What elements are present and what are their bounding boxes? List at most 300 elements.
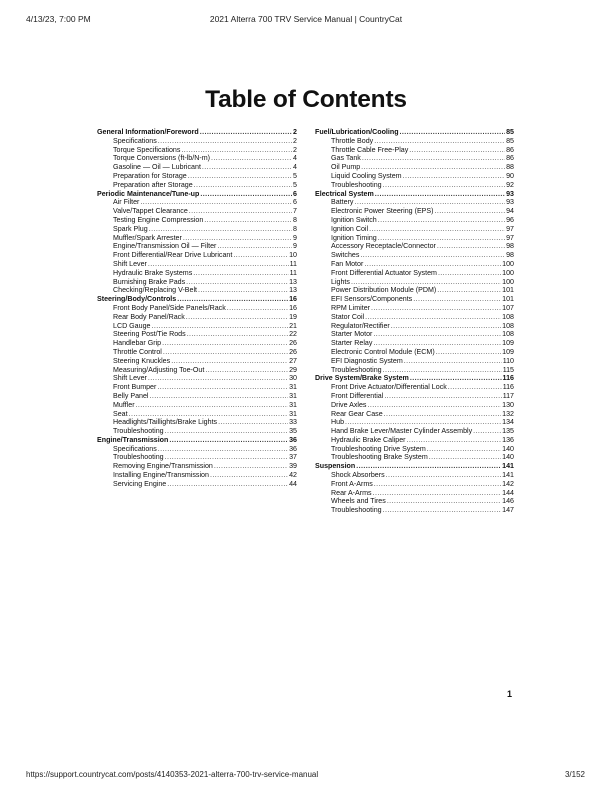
toc-entry-page: 10 [289,251,297,260]
toc-entry-title: Throttle Control [113,347,162,356]
toc-entry[interactable] [315,427,514,436]
toc-entry-page: 86 [506,145,514,154]
toc-entry-title: Stator Coil [331,312,365,321]
toc-entry-title: Lights [331,277,350,286]
toc-entry-page: 93 [506,189,514,198]
toc-entry-page: 2 [293,128,297,136]
toc-leader-dots [163,348,288,357]
toc-section-entry[interactable] [315,374,514,383]
toc-leader-dots [364,260,501,269]
toc-section-entry[interactable] [97,295,297,304]
toc-leader-dots [217,242,292,251]
toc-entry[interactable] [97,374,297,383]
toc-leader-dots [188,172,292,181]
toc-entry-page: 11 [289,268,297,277]
toc-entry[interactable] [97,357,297,366]
toc-leader-dots [193,269,288,278]
toc-leader-dots [198,286,288,295]
toc-entry-title: Gasoline — Oil — Lubricant [113,163,201,172]
toc-entry-page: 9 [293,233,297,242]
toc-leader-dots [210,471,288,480]
toc-leader-dots [189,207,292,216]
toc-entry[interactable] [97,471,297,480]
toc-entry-title: Torque Conversions (ft-lb/N-m) [113,154,210,163]
toc-leader-dots [360,251,505,260]
toc-entry-page: 92 [506,180,514,189]
toc-entry[interactable] [97,146,297,155]
toc-entry-title: Valve/Tappet Clearance [113,207,188,216]
toc-entry-page: 109 [502,339,514,348]
toc-entry-page: 13 [289,277,297,286]
toc-entry[interactable] [97,480,297,489]
toc-leader-dots [214,462,288,471]
toc-entry[interactable] [315,313,514,322]
toc-entry-page: 93 [506,198,514,207]
toc-leader-dots [373,339,501,348]
toc-entry[interactable] [97,251,297,260]
toc-leader-dots [362,154,505,163]
toc-leader-dots [204,216,292,225]
toc-entry-title: Periodic Maintenance/Tune-up [97,189,200,198]
toc-leader-dots [169,436,288,445]
toc-leader-dots [183,234,292,243]
toc-entry-page: 2 [293,145,297,154]
toc-entry-title: Steering Knuckles [113,356,171,365]
toc-leader-dots [383,506,502,515]
toc-entry-page: 140 [502,444,514,453]
toc-entry-title: Fuel/Lubrication/Cooling [315,128,399,136]
toc-entry-page: 13 [289,286,297,295]
toc-entry-title: Oil Pump [331,163,361,172]
toc-entry-page: 8 [293,215,297,224]
toc-leader-dots [391,322,501,331]
toc-entry[interactable] [315,234,514,243]
toc-entry-title: Handlebar Grip [113,339,162,348]
toc-entry-page: 115 [502,365,514,374]
toc-entry-title: Hub [331,418,345,427]
toc-entry-page: 9 [293,242,297,251]
toc-leader-dots [345,418,501,427]
toc-entry-title: Hydraulic Brake Caliper [331,435,406,444]
toc-entry[interactable] [97,216,297,225]
toc-entry[interactable] [315,172,514,181]
toc-entry[interactable] [315,330,514,339]
toc-leader-dots [177,295,288,304]
page-number: 1 [507,689,513,699]
toc-entry[interactable] [315,497,514,506]
toc-entry-title: Preparation for Storage [113,171,187,180]
toc-leader-dots [157,383,288,392]
toc-entry[interactable] [315,181,514,190]
toc-leader-dots [202,163,292,172]
toc-entry-title: EFI Diagnostic System [331,356,403,365]
toc-entry[interactable] [97,207,297,216]
toc-entry-page: 8 [293,224,297,233]
print-page-count: 3/152 [564,770,585,779]
toc-entry-page: 31 [289,391,297,400]
toc-entry-page: 31 [289,383,297,392]
toc-entry[interactable] [315,278,514,287]
toc-entry-title: Muffler/Spark Arrester [113,233,182,242]
toc-entry[interactable] [97,330,297,339]
toc-entry-page: 101 [502,295,514,304]
toc-entry-page: 100 [502,259,514,268]
toc-entry-title: Suspension [315,462,356,471]
toc-entry[interactable] [97,313,297,322]
toc-entry-page: 22 [289,330,297,339]
print-footer-url: https://support.countrycat.com/posts/4140353-2021-alterra-700-trv-service-manual [26,770,319,779]
toc-leader-dots [386,471,502,480]
toc-entry[interactable] [97,260,297,269]
toc-entry[interactable] [97,269,297,278]
toc-entry-page: 11 [289,259,297,268]
toc-entry[interactable] [315,383,514,392]
toc-entry-page: 26 [289,339,297,348]
toc-entry[interactable] [315,260,514,269]
toc-entry[interactable] [315,445,514,454]
toc-entry[interactable] [97,234,297,243]
toc-entry[interactable] [97,453,297,462]
toc-entry-title: Ignition Coil [331,224,369,233]
toc-leader-dots [233,251,288,260]
toc-entry-title: Front Differential/Rear Drive Lubricant [113,251,233,260]
toc-entry[interactable] [97,322,297,331]
toc-section-entry[interactable] [315,190,514,199]
toc-entry-title: Front Differential Actuator System [331,268,437,277]
toc-entry-title: Front A-Arms [331,479,373,488]
toc-leader-dots [200,190,292,199]
toc-entry[interactable] [97,198,297,207]
toc-entry-title: Removing Engine/Transmission [113,462,213,471]
toc-leader-dots [148,260,289,269]
toc-entry-title: Regulator/Rectifier [331,321,390,330]
toc-entry[interactable] [97,348,297,357]
toc-entry[interactable] [315,480,514,489]
toc-leader-dots [375,190,505,199]
toc-entry-page: 98 [506,251,514,260]
toc-entry-title: Troubleshooting [113,427,164,436]
toc-entry[interactable] [315,436,514,445]
toc-entry-title: Starter Motor [331,330,373,339]
toc-leader-dots [436,348,501,357]
toc-entry-page: 100 [502,268,514,277]
toc-section-entry[interactable] [315,128,514,137]
toc-leader-dots [136,401,289,410]
toc-entry-page: 142 [502,479,514,488]
toc-entry[interactable] [315,453,514,462]
toc-leader-dots [383,366,502,375]
toc-entry-title: Power Distribution Module (PDM) [331,286,437,295]
toc-entry-title: Front Bumper [113,383,157,392]
toc-entry[interactable] [315,154,514,163]
toc-leader-dots [448,383,502,392]
toc-entry-page: 117 [502,391,514,400]
toc-entry[interactable] [97,383,297,392]
toc-entry-page: 85 [506,136,514,145]
toc-entry-title: Hydraulic Brake Systems [113,268,193,277]
toc-leader-dots [387,497,501,506]
toc-entry-page: 94 [506,207,514,216]
toc-entry-title: Air Filter [113,198,140,207]
toc-entry-title: Troubleshooting [331,365,382,374]
toc-entry-title: Shift Lever [113,374,147,383]
toc-entry[interactable] [315,366,514,375]
toc-entry[interactable] [315,216,514,225]
toc-leader-dots [378,216,505,225]
toc-entry-title: Troubleshooting [331,506,382,515]
toc-entry-page: 42 [289,471,297,480]
toc-entry[interactable] [97,427,297,436]
toc-leader-dots [149,225,292,234]
toc-entry[interactable] [97,286,297,295]
toc-entry[interactable] [315,146,514,155]
toc-entry[interactable] [97,366,297,375]
toc-entry-page: 26 [289,347,297,356]
toc-leader-dots [373,330,501,339]
toc-leader-dots [378,234,505,243]
toc-entry[interactable] [97,154,297,163]
toc-entry[interactable] [315,269,514,278]
document-title: Table of Contents [205,86,407,113]
toc-leader-dots [383,181,506,190]
toc-entry-page: 31 [289,400,297,409]
toc-entry[interactable] [315,225,514,234]
toc-entry[interactable] [97,225,297,234]
toc-leader-dots [187,330,288,339]
toc-leader-dots [384,392,501,401]
toc-entry-page: 5 [293,180,297,189]
toc-entry[interactable] [315,322,514,331]
toc-entry-title: Drive System/Brake System [315,374,409,383]
toc-entry-page: 16 [289,303,297,312]
toc-section-entry[interactable] [315,462,514,471]
toc-entry-title: Hand Brake Lever/Master Cylinder Assembly [331,427,473,436]
toc-entry[interactable] [97,418,297,427]
toc-entry-page: 132 [502,409,514,418]
toc-entry-title: Steering/Body/Controls [97,295,177,304]
toc-leader-dots [369,225,505,234]
toc-entry-title: Troubleshooting Brake System [331,453,428,462]
toc-leader-dots [356,462,501,471]
toc-entry[interactable] [97,410,297,419]
toc-leader-dots [181,146,292,155]
toc-entry-page: 109 [502,347,514,356]
toc-entry[interactable] [315,489,514,498]
toc-leader-dots [361,163,505,172]
toc-entry-page: 135 [502,427,514,436]
toc-entry[interactable] [315,198,514,207]
toc-entry-title: Engine/Transmission Oil — Filter [113,242,217,251]
toc-entry[interactable] [315,348,514,357]
toc-entry-title: Accessory Receptacle/Connector [331,242,436,251]
toc-leader-dots [400,128,506,137]
toc-entry-title: Burnishing Brake Pads [113,277,186,286]
toc-entry[interactable] [97,401,297,410]
toc-entry-title: Torque Specifications [113,145,181,154]
print-page-title: 2021 Alterra 700 TRV Service Manual | CountryCat [209,14,403,24]
toc-entry[interactable] [315,357,514,366]
toc-entry-page: 36 [289,435,297,444]
toc-leader-dots [227,304,288,313]
toc-entry-title: Troubleshooting [113,453,164,462]
toc-entry[interactable] [315,295,514,304]
toc-leader-dots [413,295,501,304]
toc-entry-page: 130 [502,400,514,409]
toc-leader-dots [129,410,289,419]
toc-leader-dots [211,154,292,163]
toc-entry-title: Rear Gear Case [331,409,383,418]
toc-entry-title: Wheels and Tires [331,497,386,506]
toc-entry[interactable] [315,137,514,146]
toc-entry[interactable] [97,181,297,190]
toc-entry-page: 30 [289,374,297,383]
toc-entry-title: Gas Tank [331,154,361,163]
toc-entry[interactable] [315,418,514,427]
toc-entry[interactable] [315,207,514,216]
toc-entry-page: 21 [289,321,297,330]
toc-entry-title: Headlights/Taillights/Brake Lights [113,418,218,427]
toc-entry-title: Servicing Engine [113,479,167,488]
toc-section-entry[interactable] [97,190,297,199]
toc-entry-title: Drive Axles [331,400,367,409]
toc-leader-dots [162,339,288,348]
toc-entry-page: 110 [502,356,514,365]
toc-entry-page: 19 [289,312,297,321]
toc-entry-page: 4 [293,154,297,163]
toc-entry-page: 7 [293,207,297,216]
toc-right-column [315,128,514,515]
toc-entry-page: 6 [293,198,297,207]
toc-leader-dots [437,242,505,251]
toc-entry[interactable] [315,163,514,172]
toc-entry-page: 35 [289,427,297,436]
toc-entry[interactable] [315,304,514,313]
toc-entry-title: Ignition Switch [331,215,377,224]
toc-entry[interactable] [97,304,297,313]
toc-entry[interactable] [97,172,297,181]
toc-entry[interactable] [315,506,514,515]
toc-entry-page: 29 [289,365,297,374]
toc-entry[interactable] [315,339,514,348]
toc-entry-title: Shock Absorbers [331,471,385,480]
toc-entry-page: 141 [502,471,514,480]
toc-entry-title: Electrical System [315,189,374,198]
toc-entry[interactable] [97,163,297,172]
toc-entry[interactable] [97,278,297,287]
toc-entry[interactable] [97,242,297,251]
toc-left-column [97,128,297,489]
toc-entry-page: 97 [506,224,514,233]
toc-entry[interactable] [97,339,297,348]
toc-entry-title: Checking/Replacing V-Belt [113,286,197,295]
toc-entry-title: Liquid Cooling System [331,171,402,180]
toc-entry-page: 6 [293,189,297,198]
toc-entry-page: 146 [502,497,514,506]
toc-section-entry[interactable] [97,128,297,137]
toc-leader-dots [403,172,506,181]
toc-entry-page: 97 [506,233,514,242]
toc-entry-page: 31 [289,409,297,418]
toc-entry-title: Rear A-Arms [331,488,372,497]
toc-leader-dots [194,181,292,190]
toc-entry[interactable] [315,401,514,410]
toc-entry-page: 108 [502,321,514,330]
toc-entry-title: Rear Body Panel/Rack [113,312,185,321]
toc-section-entry[interactable] [97,436,297,445]
toc-entry[interactable] [97,137,297,146]
toc-entry-page: 144 [502,488,514,497]
toc-leader-dots [437,286,501,295]
toc-leader-dots [205,366,288,375]
toc-entry-page: 16 [289,295,297,304]
toc-leader-dots [148,374,288,383]
toc-entry-page: 134 [502,418,514,427]
toc-entry-title: Electronic Power Steering (EPS) [331,207,434,216]
toc-entry-title: Muffler [113,400,135,409]
toc-leader-dots [165,453,289,462]
toc-entry-title: Fan Motor [331,259,364,268]
print-datetime: 4/13/23, 7:00 PM [26,14,91,24]
toc-entry-title: Specifications [113,444,157,453]
toc-entry-title: Ignition Timing [331,233,377,242]
toc-entry-page: 90 [506,171,514,180]
toc-entry[interactable] [315,286,514,295]
toc-entry-title: Testing Engine Compression [113,215,204,224]
toc-leader-dots [151,322,288,331]
toc-entry-page: 140 [502,453,514,462]
toc-entry-page: 98 [506,242,514,251]
toc-leader-dots [158,445,288,454]
toc-entry[interactable] [315,251,514,260]
toc-entry-title: Troubleshooting Drive System [331,444,426,453]
toc-entry-title: Front Body Panel/Side Panels/Rack [113,303,226,312]
toc-leader-dots [167,480,288,489]
toc-entry-page: 33 [289,418,297,427]
toc-leader-dots [473,427,501,436]
toc-entry-title: Preparation after Storage [113,180,193,189]
toc-entry-page: 4 [293,163,297,172]
toc-entry[interactable] [315,242,514,251]
toc-leader-dots [354,198,505,207]
toc-leader-dots [186,313,288,322]
toc-entry-title: Starter Relay [331,339,373,348]
toc-entry-title: Seat [113,409,128,418]
toc-leader-dots [384,410,502,419]
toc-entry[interactable] [97,462,297,471]
toc-entry-page: 116 [502,374,514,383]
toc-entry-page: 116 [502,383,514,392]
toc-leader-dots [373,489,502,498]
toc-leader-dots [200,128,292,137]
toc-entry-title: RPM Limiter [331,303,371,312]
toc-entry-title: Front Drive Actuator/Differential Lock [331,383,447,392]
toc-entry[interactable] [315,392,514,401]
toc-entry[interactable] [315,410,514,419]
toc-entry-title: Shift Lever [113,259,147,268]
toc-entry[interactable] [315,471,514,480]
toc-entry-title: Engine/Transmission [97,435,169,444]
toc-entry-title: Spark Plug [113,224,148,233]
toc-entry-page: 88 [506,163,514,172]
toc-entry[interactable] [97,392,297,401]
toc-entry-page: 86 [506,154,514,163]
toc-leader-dots [158,137,292,146]
toc-entry-page: 5 [293,171,297,180]
toc-entry[interactable] [97,445,297,454]
toc-entry-title: Belly Panel [113,391,149,400]
toc-leader-dots [367,401,501,410]
toc-entry-title: Installing Engine/Transmission [113,471,209,480]
